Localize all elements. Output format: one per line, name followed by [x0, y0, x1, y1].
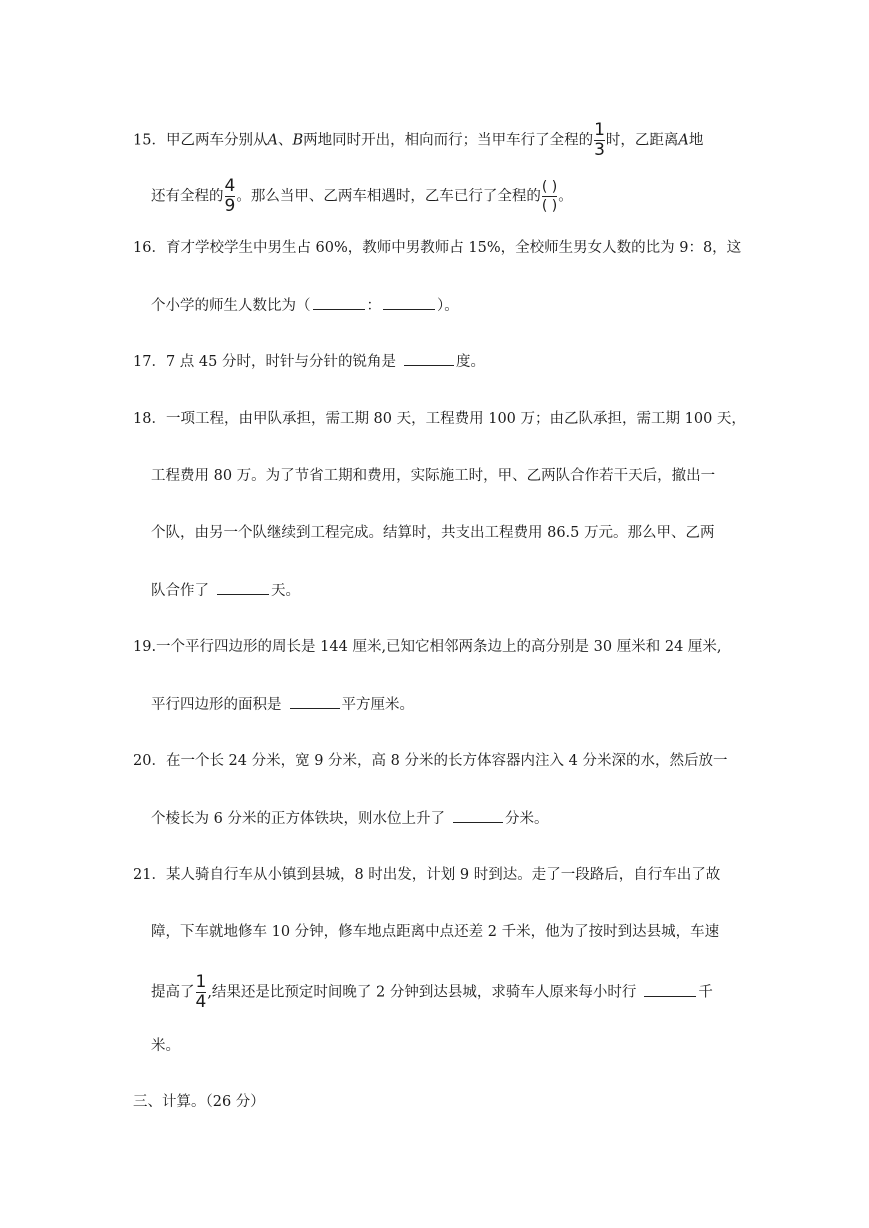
section-3-title: 三、计算。（26 分）: [133, 1094, 265, 1110]
q19-text: 19.一个平行四边形的周长是 144 厘米,已知它相邻两条边上的高分别是 30 厘米和 24 厘米,: [133, 639, 722, 655]
q15-text: 。: [558, 188, 573, 205]
q18-text: 18．一项工程，由甲队承担，需工期 80 天，工程费用 100 万；由乙队承担，需工期 100 天，: [133, 411, 746, 427]
q15-text: 还有全程的: [151, 188, 224, 205]
q21-text: 米。: [151, 1038, 180, 1054]
fraction-denominator: 3: [594, 140, 605, 160]
q21-text: 障，下车就地修车 10 分钟，修车地点距离中点还差 2 千米，他为了按时到达县城，车速: [151, 924, 720, 940]
answer-blank[interactable]: [217, 580, 269, 595]
q19-text: 平方厘米。: [341, 697, 414, 713]
answer-fraction-blank[interactable]: [542, 179, 557, 214]
q19-line2: [151, 694, 414, 715]
q21-text: 提高了: [151, 984, 195, 1001]
point-a-label: A: [267, 132, 278, 149]
q19-line1: [133, 637, 722, 657]
answer-blank[interactable]: [404, 351, 454, 366]
q17-text: 度。: [455, 354, 485, 370]
point-b-label: B: [292, 132, 304, 149]
q15-text: 时，乙距离: [605, 132, 679, 149]
q16-text: ：: [366, 298, 381, 314]
fraction-four-ninths: [225, 178, 236, 215]
fraction-numerator: 1: [594, 120, 605, 140]
q16-text: 16．育才学校学生中男生占 60%，教师中男教师占 15%，全校师生男女人数的比为 9：8，这: [133, 240, 742, 256]
q21-line2: [151, 922, 719, 942]
answer-blank[interactable]: [644, 982, 696, 997]
point-a-label: A: [678, 132, 689, 149]
answer-numerator-blank[interactable]: ( ): [541, 179, 558, 195]
fraction-numerator: 1: [195, 972, 207, 992]
q20-line2: [151, 808, 548, 829]
q16-text: 个小学的师生人数比为（: [151, 298, 311, 314]
q20-text: 20．在一个长 24 分米，宽 9 分米，高 8 分米的长方体容器内注入 4 分米深的水，然后放一: [133, 753, 728, 769]
q21-text: 千: [698, 984, 713, 1001]
q15-text: 15．甲乙两车分别从: [133, 132, 268, 149]
q16-line1: [133, 238, 741, 258]
section-heading: [133, 1092, 265, 1112]
q15-sep: 、: [277, 132, 293, 149]
fraction-bar: [542, 196, 557, 197]
answer-blank[interactable]: [313, 295, 365, 310]
q18-text: 工程费用 80 万。为了节省工期和费用，实际施工时，甲、乙两队合作若干天后，撤出一: [151, 468, 716, 484]
answer-blank[interactable]: [290, 694, 340, 709]
q18-line1: [133, 409, 746, 429]
q20-line1: [133, 751, 727, 771]
q18-line2: [151, 466, 715, 486]
answer-blank[interactable]: [383, 295, 435, 310]
answer-blank[interactable]: [453, 808, 503, 823]
q21-line4: [151, 1036, 180, 1056]
fraction-one-third: [594, 122, 605, 159]
q15-text: 地: [688, 132, 704, 149]
fraction-one-quarter: [196, 974, 207, 1011]
answer-denominator-blank[interactable]: ( ): [541, 198, 558, 214]
q17-text: 17．7 点 45 分时，时针与分针的锐角是: [133, 354, 396, 370]
q15-line1: [133, 122, 703, 159]
q18-line3: [151, 523, 715, 543]
fraction-denominator: 4: [195, 992, 207, 1012]
q21-line1: [133, 865, 720, 885]
q16-text: ）。: [437, 298, 459, 314]
q15-line2: [151, 178, 573, 215]
q18-line4: [151, 580, 300, 601]
q15-text: 。那么当甲、乙两车相遇时，乙车已行了全程的: [236, 188, 541, 205]
q21-text: ,结果还是比预定时间晚了 2 分钟到达县城，求骑车人原来每小时行: [207, 984, 637, 1001]
q19-text: 平行四边形的面积是: [151, 697, 282, 713]
q20-text: 分米。: [504, 811, 549, 827]
q18-text: 队合作了: [151, 583, 209, 599]
q18-text: 天。: [271, 583, 300, 599]
q21-text: 21．某人骑自行车从小镇到县城，8 时出发，计划 9 时到达。走了一段路后，自行车出了故: [133, 867, 721, 883]
q16-line2: [151, 295, 459, 316]
q20-text: 个棱长为 6 分米的正方体铁块，则水位上升了: [151, 811, 445, 827]
q17-line1: [133, 351, 485, 372]
q18-text: 个队，由另一个队继续到工程完成。结算时，共支出工程费用 86.5 万元。那么甲、乙两: [151, 525, 715, 541]
q15-text: 两地同时开出，相向而行；当甲车行了全程的: [303, 132, 594, 149]
q21-line3: [151, 974, 713, 1011]
fraction-numerator: 4: [224, 176, 236, 196]
fraction-denominator: 9: [224, 196, 236, 216]
